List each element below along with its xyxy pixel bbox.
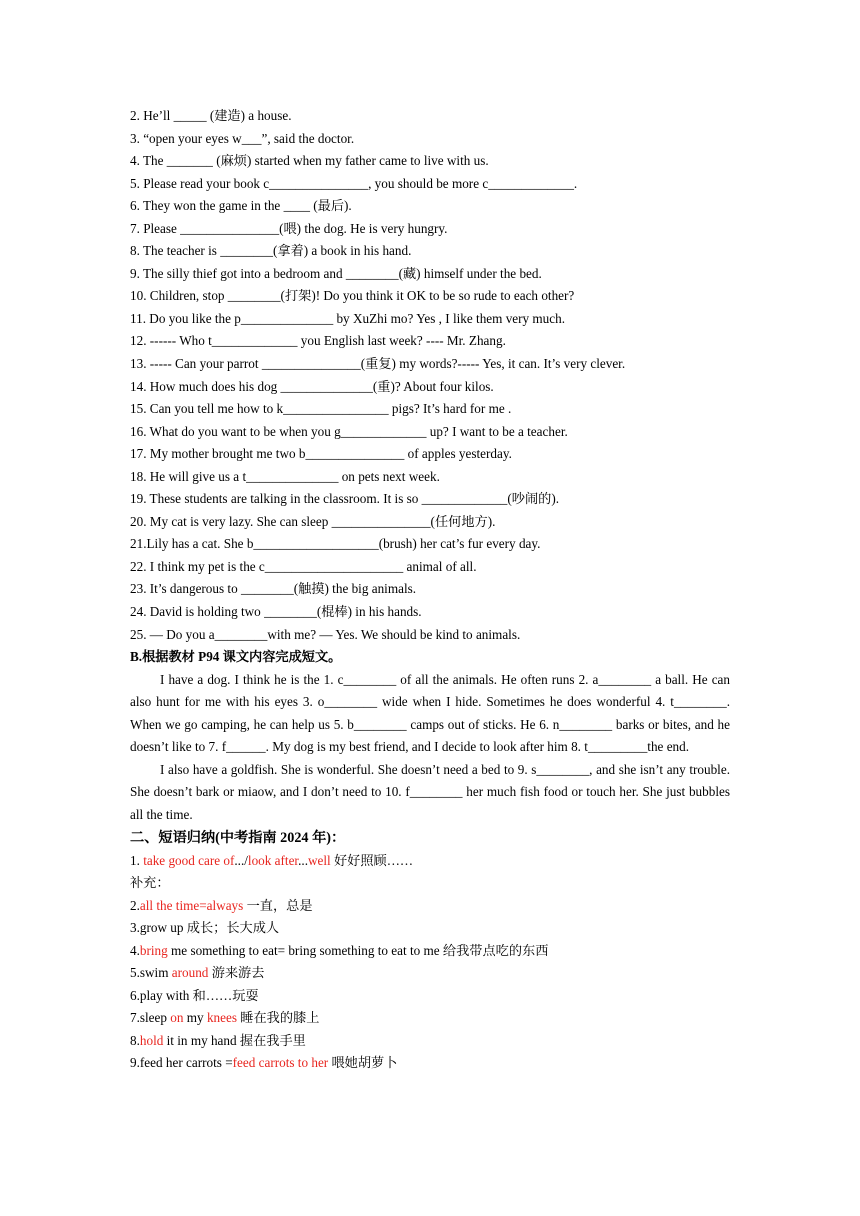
phrase-meaning: 喂她胡萝卜	[328, 1055, 398, 1071]
exercise-item: 4. The _______ (麻烦) started when my father came to live with us.	[130, 153, 489, 169]
exercise-item: 8. The teacher is ________(拿着) a book in his hand.	[130, 243, 412, 259]
phrase-item	[130, 895, 730, 918]
exercise-a-list	[130, 105, 730, 646]
phrase-text: 3.grow up 成长；长大成人	[130, 920, 280, 936]
phrase-text: my	[183, 1010, 207, 1026]
phrase-highlight: knees	[206, 1010, 237, 1026]
phrase-text: 1.	[130, 852, 144, 868]
exercise-item: 6. They won the game in the ____ (最后).	[130, 198, 352, 214]
phrase-item	[130, 917, 730, 940]
phrase-item	[130, 850, 730, 873]
exercise-item: 10. Children, stop ________(打架)! Do you think it OK to be so rude to each other?	[130, 288, 575, 304]
exercise-item: 19. These students are talking in the classroom. It is so _____________(吵闹的).	[130, 491, 560, 507]
section-b-paragraph-1: I have a dog. I think he is the 1. c________ of all the animals. He often runs 2. a________ a ball. He can also hunt for me with his eyes 3. o________ wide when I hide. Sometimes he does wonderful 4. t________. When we go camping, he can help us 5. b________ camps out of sticks. He 6. n________ barks or bites, and he doesn’t like to 7. f______. My dog is my best friend, and I decide to look after him 8. t_________the end.	[130, 671, 730, 755]
phrase-item	[130, 985, 730, 1008]
phrase-text: .../	[234, 852, 248, 868]
phrase-text: 8.	[130, 1032, 140, 1048]
phrase-item	[130, 962, 730, 985]
phrase-text: 7.sleep	[130, 1010, 171, 1026]
phrase-text: 9.feed her carrots =	[130, 1055, 233, 1071]
phrase-highlight: well	[307, 852, 331, 868]
phrase-item	[130, 1030, 730, 1053]
exercise-item: 17. My mother brought me two b_______________ of apples yesterday.	[130, 446, 512, 462]
phrase-meaning: 睡在我的膝上	[236, 1010, 320, 1026]
phrase-text: 2.	[130, 897, 140, 913]
phrase-highlight: bring	[139, 942, 168, 958]
exercise-item: 25. — Do you a________with me? — Yes. We should be kind to animals.	[130, 626, 521, 642]
exercise-item: 16. What do you want to be when you g_____________ up? I want to be a teacher.	[130, 423, 568, 439]
phrase-text: 6.play with 和……玩耍	[130, 987, 259, 1003]
phrase-meaning: 游来游去	[208, 965, 265, 981]
phrase-item	[130, 1052, 730, 1075]
exercise-item: 13. ----- Can your parrot _______________(重复) my words?----- Yes, it can. It’s very clever.	[130, 356, 626, 372]
exercise-item: 20. My cat is very lazy. She can sleep _______________(任何地方).	[130, 513, 496, 529]
phrase-highlight: on	[170, 1010, 184, 1026]
exercise-item: 3. “open your eyes w___”, said the doctor.	[130, 130, 355, 146]
phrase-text: 5.swim	[130, 965, 172, 981]
exercise-item: 21.Lily has a cat. She b___________________(brush) her cat’s fur every day.	[130, 536, 541, 552]
phrase-meaning: it in my hand 握在我手里	[163, 1032, 306, 1048]
exercise-item: 15. Can you tell me how to k________________ pigs? It’s hard for me .	[130, 401, 512, 417]
exercise-item: 7. Please _______________(喂) the dog. He is very hungry.	[130, 220, 448, 236]
exercise-item: 11. Do you like the p______________ by XuZhi mo? Yes , I like them very much.	[130, 310, 566, 326]
phrase-highlight: all the time=always	[139, 897, 244, 913]
phrase-highlight: take good care of	[143, 852, 235, 868]
supplement-label: 补充：	[130, 875, 170, 891]
phrase-meaning: me something to eat= bring something to eat to me 给我带点吃的东西	[167, 942, 549, 958]
phrase-highlight: around	[171, 965, 209, 981]
phrase-highlight: look after	[247, 852, 299, 868]
phrase-highlight: hold	[139, 1032, 164, 1048]
exercise-item: 12. ------ Who t_____________ you English last week? ---- Mr. Zhang.	[130, 333, 506, 349]
phrase-meaning: 一直，总是	[243, 897, 313, 913]
exercise-item: 18. He will give us a t______________ on pets next week.	[130, 468, 440, 484]
exercise-item: 5. Please read your book c_______________, you should be more c_____________.	[130, 175, 578, 191]
exercise-item: 22. I think my pet is the c_____________________ animal of all.	[130, 558, 477, 574]
phrase-item	[130, 1007, 730, 1030]
phrase-text: 4.	[130, 942, 140, 958]
document-content	[130, 105, 730, 1075]
phrase-meaning: 好好照顾……	[330, 852, 414, 868]
exercise-item: 14. How much does his dog ______________(重)? About four kilos.	[130, 378, 494, 394]
phrase-item	[130, 940, 730, 963]
exercise-item: 2. He’ll _____ (建造) a house.	[130, 108, 292, 123]
exercise-item: 24. David is holding two ________(棍棒) in his hands.	[130, 604, 422, 620]
phrase-highlight: feed carrots to her	[232, 1055, 329, 1071]
exercise-item: 9. The silly thief got into a bedroom and ________(藏) himself under the bed.	[130, 265, 542, 281]
exercise-item: 23. It’s dangerous to ________(触摸) the big animals.	[130, 581, 417, 597]
section-2-title: 二、短语归纳(中考指南 2024 年)：	[130, 829, 346, 846]
section-b-title: B.根据教材 P94 课文内容完成短文。	[130, 649, 342, 665]
phrase-text: ...	[298, 852, 308, 868]
section-b-paragraph-2: I also have a goldfish. She is wonderful. She doesn’t need a bed to 9. s________, and she isn’t any trouble. She doesn’t bark or miaow, and I don’t need to 10. f________ her much fish food or touch her. She just bubbles all the time.	[130, 761, 730, 822]
